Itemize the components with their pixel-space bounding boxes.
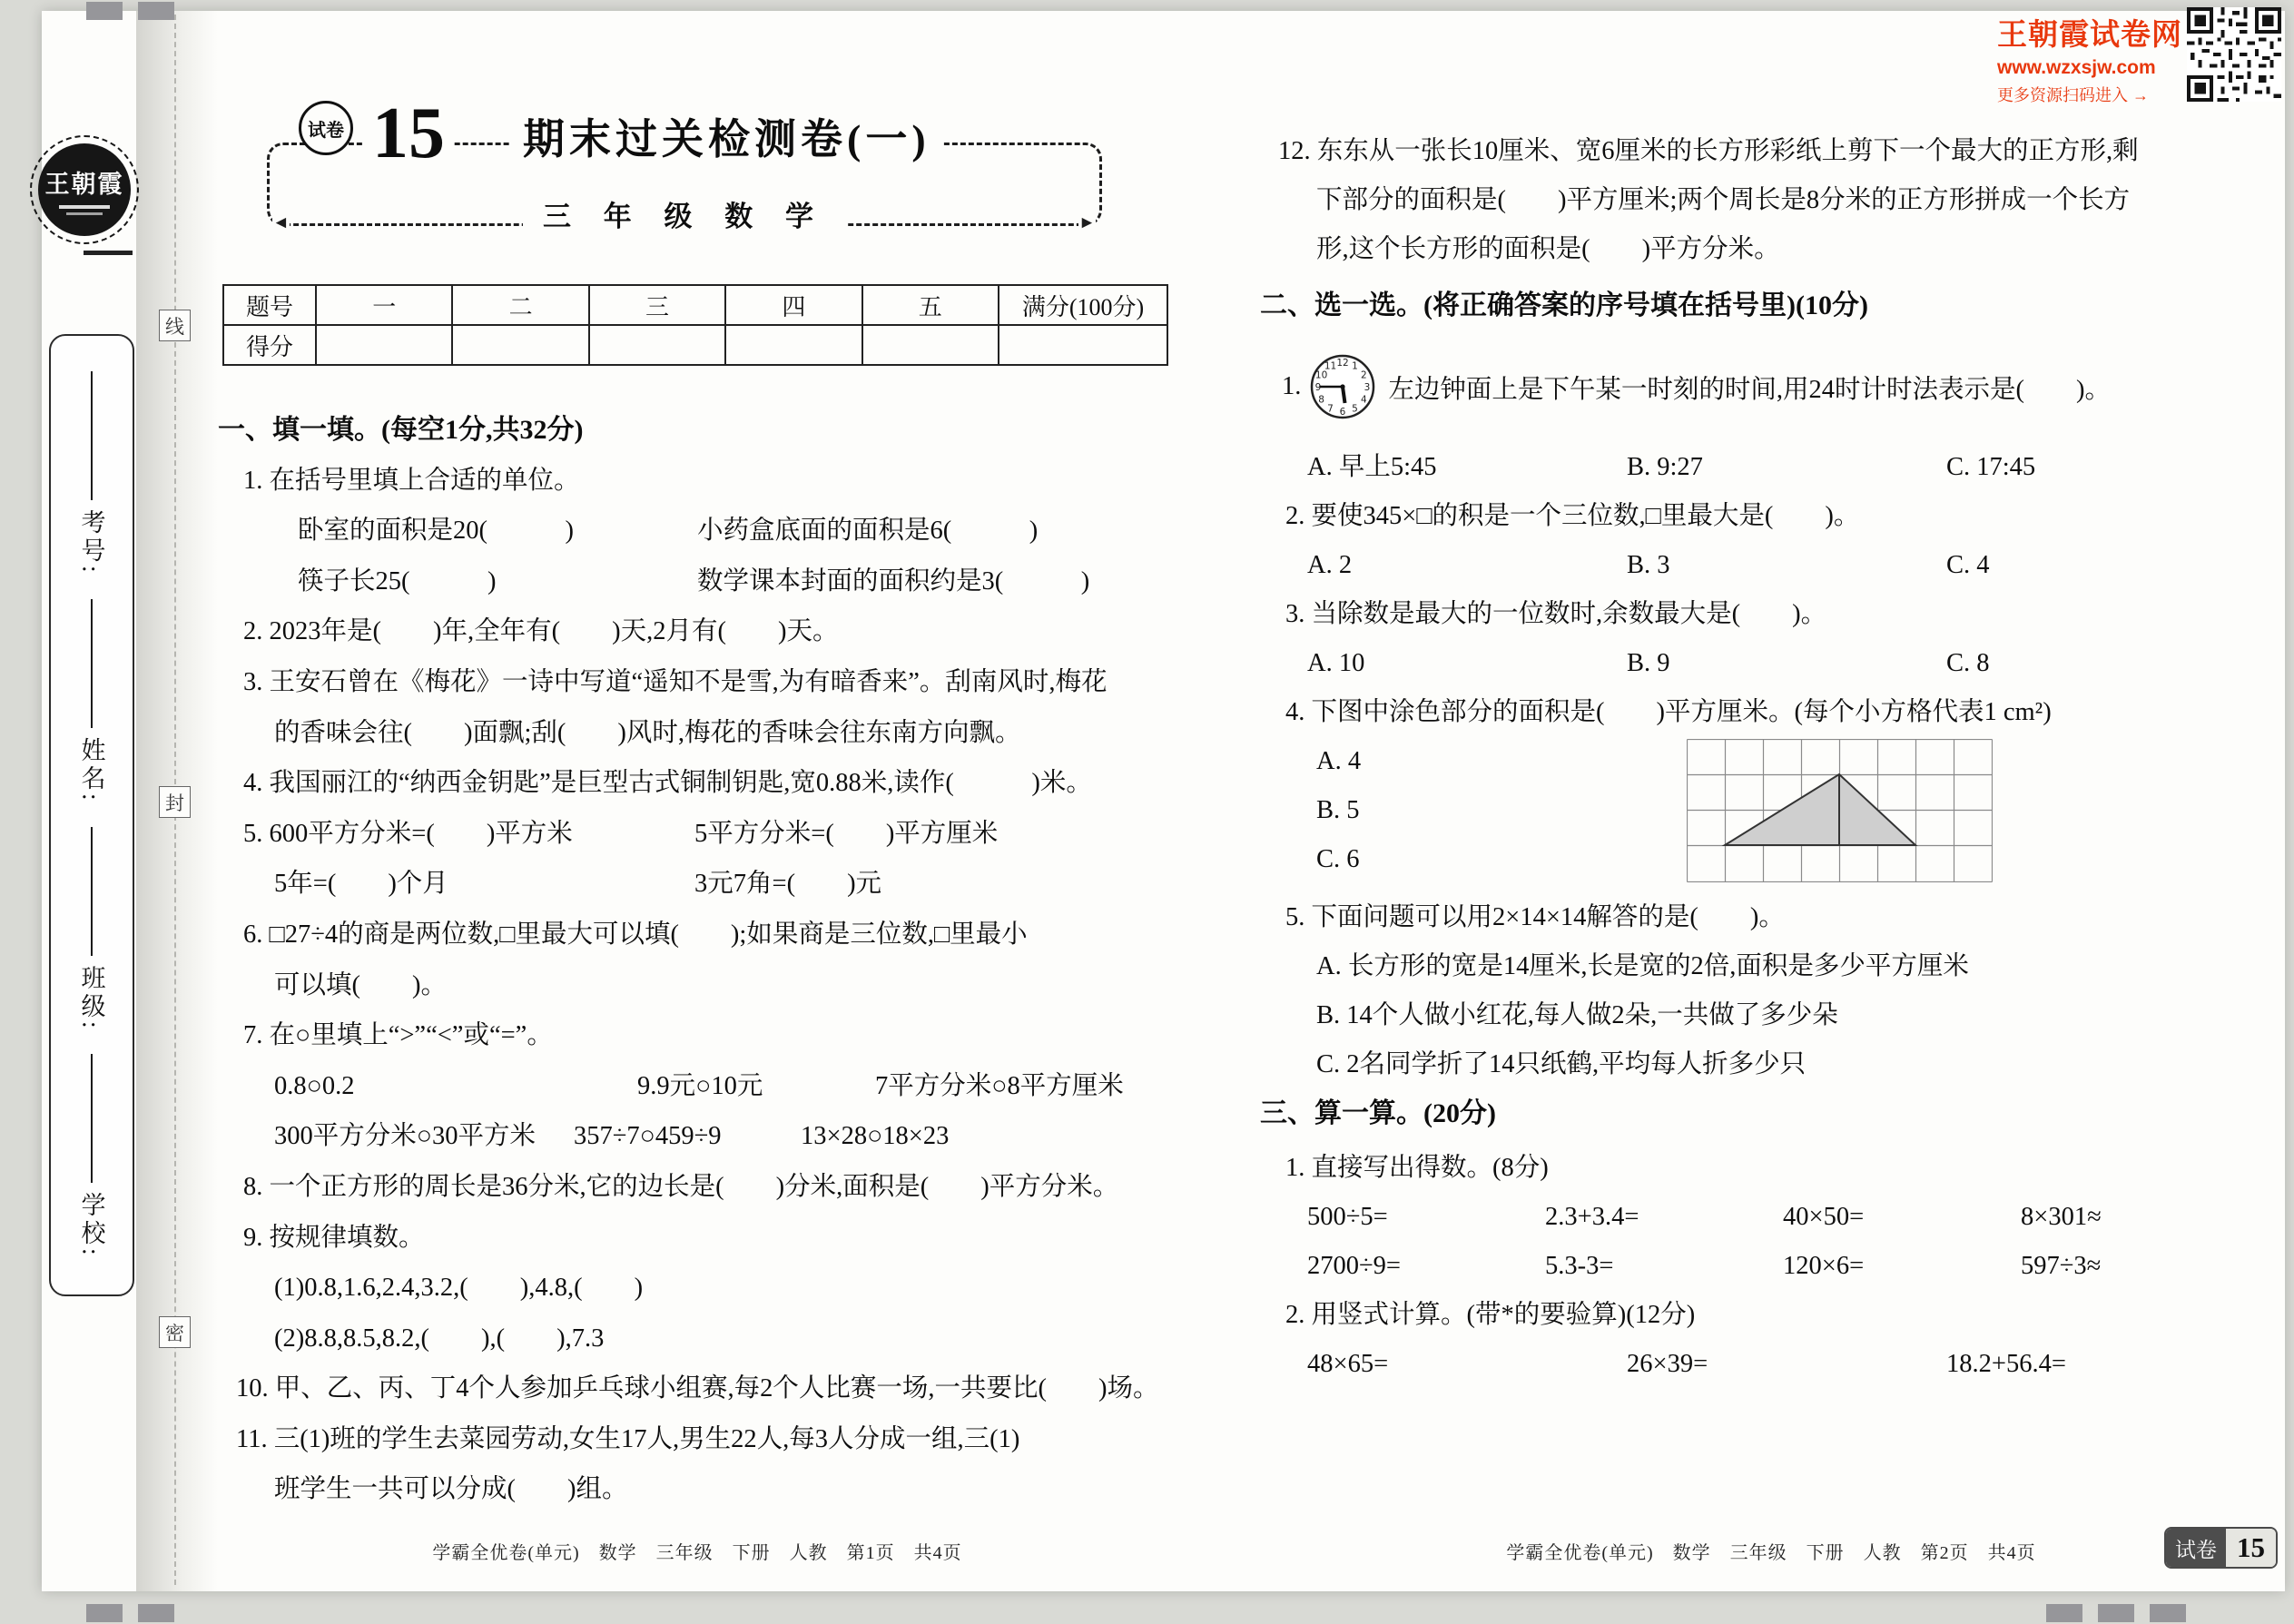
brand-stamp-seal (38, 143, 131, 236)
blank-fill-item: 3元7角=( )元 (694, 870, 882, 899)
qr-code (2187, 7, 2281, 102)
question-line-with-clock (1260, 330, 2282, 443)
svg-text:7: 7 (1327, 403, 1334, 415)
question-line: (1)0.8,1.6,2.4,3.2,( ),4.8,( ) (274, 1274, 644, 1303)
score-blank-cell (862, 325, 999, 365)
student-info-strip (49, 334, 134, 1296)
question-line: 7. 在○里填上“>”“<”或“=”。 (243, 1021, 553, 1050)
calc-item: 18.2+56.4= (1946, 1350, 2066, 1378)
write-line (91, 827, 94, 956)
question-line: 6. □27÷4的商是两位数,□里最大可以填( );如果商是三位数,□里最小 (243, 920, 1028, 949)
score-col-header: 一 (316, 285, 452, 325)
question-line: 2. 要使345×□的积是一个三位数,□里最大是( )。 (1285, 502, 1860, 530)
question-line: 4. 下图中涂色部分的面积是( )平方厘米。(每个小方格代表1 cm²) (1285, 698, 2052, 726)
compare-item: 13×28○18×23 (801, 1122, 950, 1151)
exam-title-block (218, 86, 1177, 242)
option-row (1260, 443, 2282, 492)
question-line: 2. 2023年是( )年,全年有( )天,2月有( )天。 (243, 617, 839, 646)
svg-text:10: 10 (1315, 369, 1328, 381)
compare-item: 7平方分米○8平方厘米 (875, 1071, 1124, 1100)
question-line: 8. 一个正方形的周长是36分米,它的边长是( )分米,面积是( )平方分米。 (243, 1172, 1119, 1201)
question-line: 4. 我国丽江的“纳西金钥匙”是巨型古式铜制钥匙,宽0.88米,读作( )米。 (243, 769, 1092, 798)
score-col-header: 五 (862, 285, 999, 325)
svg-text:5: 5 (1352, 403, 1359, 415)
question-line (218, 506, 1177, 556)
stamp-underline (84, 251, 133, 255)
score-col-header: 四 (725, 285, 861, 325)
field-exam-number (74, 371, 110, 576)
exam-title: 期末过关检测卷(一) (510, 112, 943, 168)
svg-text:1: 1 (1352, 360, 1359, 372)
registration-mark (138, 1604, 174, 1622)
frame-arrow-right-icon: ► (1078, 213, 1096, 232)
question-line (218, 859, 1177, 910)
option-row (1260, 541, 2282, 590)
score-table-header-row (223, 285, 1167, 325)
calculation-row (1260, 1193, 2282, 1242)
section-2-title: 二、选一选。(将正确答案的序号填在括号里)(10分) (1260, 290, 1868, 320)
corner-tag-label: 试卷 (2166, 1529, 2226, 1567)
corner-paper-tag (2164, 1527, 2278, 1569)
question-line: 下部分的面积是( )平方厘米;两个周长是8分米的正方形拼成一个长方 (1316, 186, 2131, 214)
svg-text:9: 9 (1315, 382, 1322, 393)
exam-subtitle-text: 三 年 级 数 学 (523, 197, 846, 237)
blank-fill-item: 5平方分米=( )平方厘米 (694, 819, 999, 848)
option-item: B. 3 (1627, 551, 1670, 579)
option-item: C. 8 (1946, 649, 1990, 677)
question-line: 形,这个长方形的面积是( )平方分米。 (1316, 235, 1780, 263)
calc-item: 2.3+3.4= (1545, 1203, 1639, 1231)
question-line: 1. 直接写出得数。(8分) (1285, 1154, 1549, 1182)
blank-fill-item: 筷子长25( ) (298, 566, 497, 595)
calc-item: 120×6= (1783, 1252, 1865, 1280)
svg-text:12: 12 (1336, 358, 1350, 369)
question-line (218, 1061, 1177, 1112)
blank-fill-item: 卧室的面积是20( ) (298, 517, 574, 546)
seal-char-box: 密 (159, 1316, 191, 1348)
calc-item: 26×39= (1627, 1350, 1708, 1378)
score-col-header: 满分(100分) (999, 285, 1167, 325)
page-2 (1260, 91, 2282, 1389)
option-item: B. 5 (1316, 796, 1360, 824)
field-label: 姓名: (77, 736, 105, 804)
score-col-header: 题号 (223, 285, 316, 325)
brand-stamp-text: 王朝霞 (44, 171, 124, 198)
publisher-logo-text: 王朝霞试卷网 (1997, 17, 2182, 51)
publisher-url: www.wzxsjw.com (1997, 57, 2156, 78)
question-line: 的香味会往( )面飘;刮( )风时,梅花的香味会往东南方向飘。 (274, 718, 1021, 747)
paper-number: 15 (363, 97, 454, 170)
question-line: 1. 在括号里填上合适的单位。 (243, 466, 580, 495)
svg-text:3: 3 (1364, 382, 1371, 393)
question-line: 2. 用竖式计算。(带*的要验算)(12分) (1285, 1301, 1696, 1329)
field-label: 学校: (77, 1192, 105, 1259)
option-item: A. 10 (1307, 649, 1365, 677)
score-col-header: 二 (452, 285, 588, 325)
seal-char-box: 封 (159, 786, 191, 818)
blank-fill-item: 5. 600平方分米=( )平方米 (243, 819, 573, 848)
option-item: B. 9:27 (1627, 453, 1703, 481)
score-blank-cell (316, 325, 452, 365)
question-line: 可以填( )。 (274, 970, 447, 999)
field-school (74, 1054, 110, 1259)
page-2-content (1260, 127, 2282, 1389)
field-class (74, 827, 110, 1032)
write-line (91, 599, 94, 728)
area-grid-figure (1687, 739, 1993, 882)
question-line: 12. 东东从一张长10厘米、宽6厘米的长方形彩纸上剪下一个最大的正方形,剩 (1278, 137, 2139, 165)
corner-tag-number: 15 (2226, 1529, 2276, 1567)
compare-item: 357÷7○459÷9 (574, 1122, 722, 1151)
registration-mark (86, 2, 123, 20)
compare-item: 0.8○0.2 (274, 1071, 355, 1100)
question-line: 5. 下面问题可以用2×14×14解答的是( )。 (1285, 903, 1785, 931)
question-line (218, 809, 1177, 860)
grid-figure-block (1260, 737, 2282, 884)
blank-fill-item: 小药盒底面的面积是6( ) (697, 517, 1039, 546)
score-table (222, 284, 1168, 366)
frame-arrow-left-icon: ◄ (272, 213, 290, 232)
registration-mark (2098, 1604, 2134, 1622)
registration-mark (138, 2, 174, 20)
score-col-header: 三 (589, 285, 725, 325)
calc-item: 40×50= (1783, 1203, 1865, 1231)
registration-mark (86, 1604, 123, 1622)
question-line (218, 556, 1177, 607)
score-table-score-row (223, 325, 1167, 365)
option-item: B. 14个人做小红花,每人做2朵,一共做了多少朵 (1316, 1001, 1838, 1029)
stamp-decoration (66, 212, 103, 215)
question-line: 3. 王安石曾在《梅花》一诗中写道“遥知不是雪,为有暗香来”。刮南风时,梅花 (243, 667, 1108, 696)
question-text: 左边钟面上是下午某一时刻的时间,用24时计时法表示是( )。 (1388, 375, 2111, 404)
paper-badge (299, 101, 353, 155)
compare-item: 9.9元○10元 (637, 1071, 763, 1100)
page-2-footer: 学霸全优卷(单元) 数学 三年级 下册 人教 第2页 共4页 (1506, 1543, 2036, 1563)
page-1 (218, 86, 1177, 1515)
field-label: 考号: (77, 509, 105, 576)
blank-fill-item: 数学课本封面的面积约是3( ) (697, 566, 1090, 595)
calc-item: 500÷5= (1307, 1203, 1388, 1231)
clock-icon (1308, 352, 1377, 421)
calc-item: 8×301≈ (2021, 1203, 2102, 1231)
publisher-tagline: 更多资源扫码进入 → (1997, 86, 2150, 104)
section-1-title: 一、填一填。(每空1分,共32分) (218, 415, 584, 445)
section-3-title: 三、算一算。(20分) (1260, 1098, 1496, 1128)
page-1-footer: 学霸全优卷(单元) 数学 三年级 下册 人教 第1页 共4页 (432, 1543, 962, 1563)
calc-item: 5.3-3= (1545, 1252, 1614, 1280)
question-line: 班学生一共可以分成( )组。 (274, 1475, 628, 1504)
field-label: 班级: (77, 964, 105, 1032)
question-line: 9. 按规律填数。 (243, 1223, 425, 1252)
calculation-row (1260, 1242, 2282, 1291)
field-name (74, 599, 110, 804)
option-row (1260, 639, 2282, 688)
svg-text:11: 11 (1324, 360, 1337, 372)
option-item: C. 6 (1316, 845, 1360, 873)
page-1-content (218, 405, 1177, 1515)
svg-text:4: 4 (1361, 394, 1368, 406)
option-item: A. 长方形的宽是14厘米,长是宽的2倍,面积是多少平方厘米 (1316, 952, 1969, 980)
score-row-label: 得分 (223, 325, 316, 365)
score-blank-cell (452, 325, 588, 365)
calc-item: 48×65= (1307, 1350, 1389, 1378)
option-item: B. 9 (1627, 649, 1670, 677)
question-number: 1. (1282, 372, 1302, 400)
calc-item: 597÷3≈ (2021, 1252, 2102, 1280)
registration-mark (2150, 1604, 2186, 1622)
blank-fill-item: 5年=( )个月 (274, 870, 448, 899)
question-line: 11. 三(1)班的学生去菜园劳动,女生17人,男生22人,每3人分成一组,三(1) (236, 1424, 1020, 1453)
write-line (91, 371, 94, 500)
calculation-row (1260, 1340, 2282, 1389)
option-item: A. 2 (1307, 551, 1353, 579)
option-item: A. 早上5:45 (1307, 453, 1437, 481)
score-blank-cell (999, 325, 1167, 365)
question-line (218, 1111, 1177, 1162)
registration-mark (2046, 1604, 2082, 1622)
calc-item: 2700÷9= (1307, 1252, 1401, 1280)
question-line: 3. 当除数是最大的一位数时,余数最大是( )。 (1285, 600, 1827, 628)
option-item: C. 4 (1946, 551, 1990, 579)
svg-text:8: 8 (1318, 394, 1325, 406)
svg-text:2: 2 (1361, 369, 1368, 381)
svg-text:6: 6 (1340, 407, 1346, 418)
question-line: (2)8.8,8.5,8.2,( ),( ),7.3 (274, 1324, 605, 1353)
exam-subtitle (267, 197, 1102, 237)
write-line (91, 1054, 94, 1183)
option-item: A. 4 (1316, 747, 1362, 775)
compare-item: 300平方分米○30平方米 (274, 1122, 536, 1151)
option-item: C. 17:45 (1946, 453, 2036, 481)
stamp-decoration (59, 205, 110, 209)
question-line: 10. 甲、乙、丙、丁4个人参加乒乓球小组赛,每2个人比赛一场,一共要比( )场。 (236, 1374, 1159, 1403)
paper-badge-label: 试卷 (308, 120, 344, 141)
option-item: C. 2名同学折了14只纸鹤,平均每人折多少只 (1316, 1050, 1807, 1078)
seal-char-box: 线 (159, 310, 191, 341)
score-blank-cell (725, 325, 861, 365)
score-blank-cell (589, 325, 725, 365)
